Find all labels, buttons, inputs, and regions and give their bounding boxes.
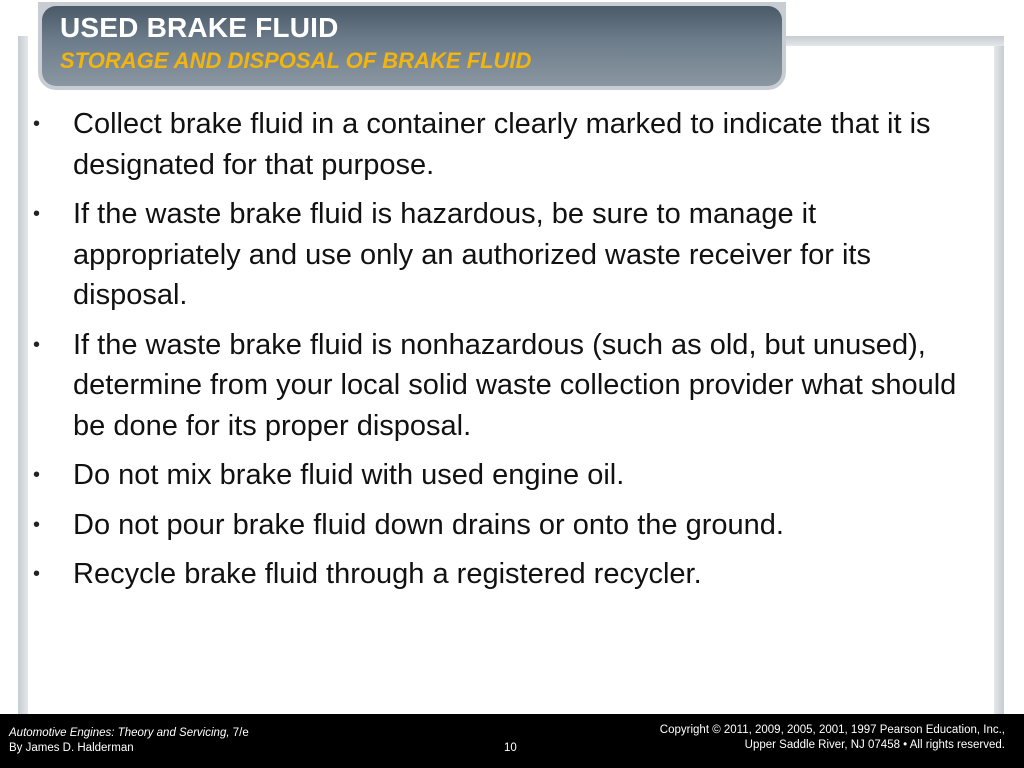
bullet-icon: • bbox=[33, 333, 41, 356]
list-item bbox=[30, 554, 980, 595]
slide-border-right bbox=[994, 36, 1004, 716]
book-edition: 7/e bbox=[229, 727, 249, 739]
footer bbox=[0, 714, 1024, 768]
bullet-icon: • bbox=[33, 113, 41, 135]
copyright bbox=[660, 723, 1005, 753]
list-item bbox=[30, 505, 980, 546]
slide-border-top bbox=[780, 36, 1004, 46]
bullet-text: Do not mix brake fluid with used engine oil. bbox=[73, 459, 625, 491]
copyright-line-1: Copyright © 2011, 2009, 2005, 2001, 1997 Pearson Education, Inc., bbox=[659, 724, 1005, 736]
list-item bbox=[30, 104, 980, 185]
bullet-text: Collect brake fluid in a container clearly marked to indicate that it is designated for that purpose. bbox=[73, 108, 931, 181]
bullet-text: Recycle brake fluid through a registered recycler. bbox=[73, 558, 702, 590]
list-item bbox=[30, 455, 980, 496]
bullet-text: If the waste brake fluid is nonhazardous (such as old, but unused), determine from your local solid waste collection provider what should be done for its proper disposal. bbox=[73, 328, 957, 442]
bullet-icon: • bbox=[33, 563, 41, 585]
footer-book-info bbox=[9, 726, 249, 756]
bullet-icon: • bbox=[33, 464, 41, 486]
slide-subtitle: STORAGE AND DISPOSAL OF BRAKE FLUID bbox=[60, 48, 532, 73]
bullet-icon: • bbox=[33, 513, 41, 536]
list-item bbox=[30, 194, 980, 316]
list-item bbox=[30, 325, 980, 447]
copyright-line-2: Upper Saddle River, NJ 07458 • All rights reserved. bbox=[744, 739, 1005, 751]
bullet-text: If the waste brake fluid is hazardous, be sure to manage it appropriately and use only an authorized waste receiver for its disposal. bbox=[73, 198, 871, 311]
book-title: Automotive Engines: Theory and Servicing, bbox=[9, 727, 230, 739]
title-bar bbox=[38, 2, 786, 90]
title-panel bbox=[42, 6, 782, 86]
page-number: 10 bbox=[504, 742, 517, 754]
slide-title: USED BRAKE FLUID bbox=[60, 12, 339, 43]
slide-border-left bbox=[18, 36, 28, 716]
bullet-list bbox=[30, 104, 980, 604]
bullet-text: Do not pour brake fluid down drains or onto the ground. bbox=[73, 508, 784, 541]
book-author: By James D. Halderman bbox=[9, 742, 134, 754]
bullet-icon: • bbox=[33, 203, 41, 225]
